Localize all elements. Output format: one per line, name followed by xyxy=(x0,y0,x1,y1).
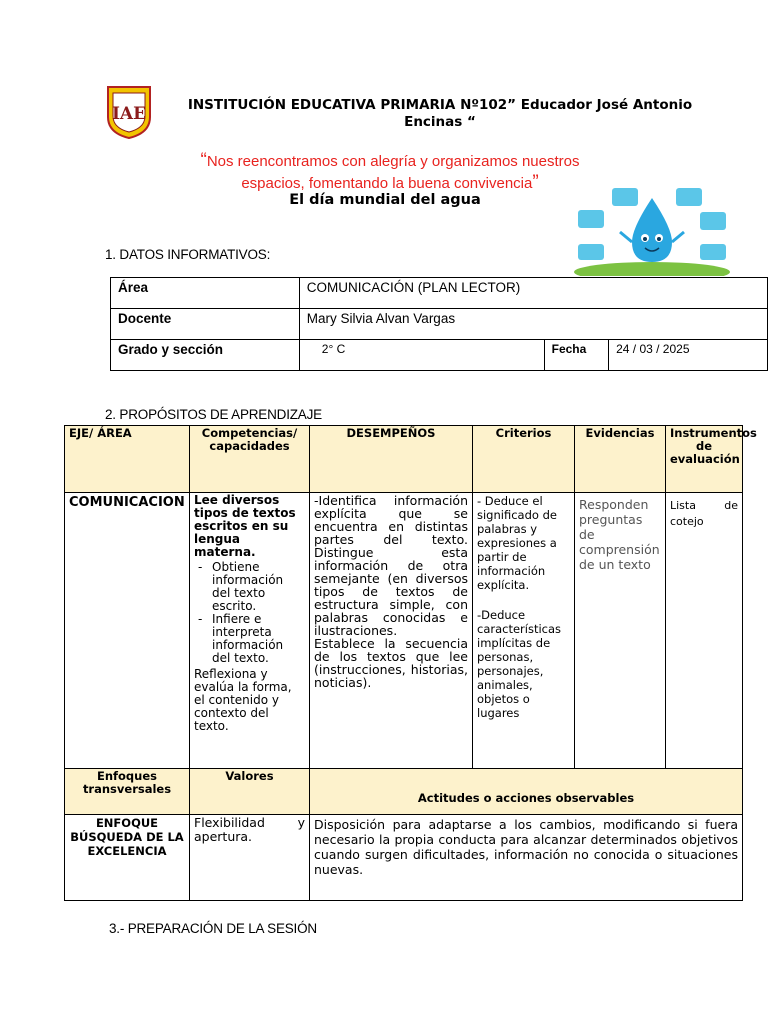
grado-label: Grado y sección xyxy=(111,340,300,371)
institution-title: INSTITUCIÓN EDUCATIVA PRIMARIA Nº102” Educador José Antonio Encinas “ xyxy=(187,97,693,130)
list-item: - Obtiene información del texto escrito. xyxy=(204,561,305,613)
header-criterios: Criterios xyxy=(473,426,575,493)
header-enfoques: Enfoques transversales xyxy=(65,769,190,815)
enfoque-cell: ENFOQUE BÚSQUEDA DE LA EXCELENCIA xyxy=(65,815,190,901)
day-title: El día mundial del agua xyxy=(289,192,481,208)
header-competencias: Competencias/ capacidades xyxy=(190,426,310,493)
criterio-2: -Deduce características implícitas de personas, personajes, animales, objetos o lugares xyxy=(477,608,562,720)
section-datos-informativos: 1. DATOS INFORMATIVOS: xyxy=(105,247,271,262)
slogan: “Nos reencontramos con alegría y organizamos nuestros espacios, fomentando la buena convivencia” xyxy=(200,150,580,193)
capacidades-list xyxy=(194,561,305,665)
section-preparacion: 3.- PREPARACIÓN DE LA SESIÓN xyxy=(109,921,317,936)
valor-cell: Flexibilidad y apertura. xyxy=(190,815,310,901)
header-evidencias: Evidencias xyxy=(575,426,666,493)
instrumentos-cell: Lista de cotejo xyxy=(666,493,743,769)
criterios-cell xyxy=(473,493,575,769)
desempeno-1: -Identifica información explícita que se encuentra en distintas partes del texto. Distingue esta información de otra semejante (en diversos tipos de textos de estructura simple, con palabras conocidas e ilustraciones. xyxy=(314,493,468,638)
criterio-1: - Deduce el significado de palabras y expresiones a partir de información explícita. xyxy=(477,494,557,592)
docente-label: Docente xyxy=(111,309,300,340)
grado-value: 2° C xyxy=(299,340,544,371)
area-cell: COMUNICACION xyxy=(65,493,190,769)
header-instrumentos: Instrumentos de evaluación xyxy=(666,426,743,493)
area-label: Área xyxy=(111,278,300,309)
competencias-cell xyxy=(190,493,310,769)
header-eje-area: EJE/ ÁREA xyxy=(65,426,190,493)
school-logo xyxy=(104,83,154,140)
water-drop-infographic xyxy=(572,180,732,276)
evidencias-cell: Responden preguntas de comprensión de un texto xyxy=(575,493,666,769)
header-actitudes: Actitudes o acciones observables xyxy=(310,769,743,815)
desempeno-2: Establece la secuencia de los textos que lee (instrucciones, historias, noticias). xyxy=(314,636,468,690)
area-value: COMUNICACIÓN (PLAN LECTOR) xyxy=(299,278,767,309)
capacidad-reflexiona: Reflexiona y evalúa la forma, el contenido y contexto del texto. xyxy=(194,667,292,733)
propositos-table xyxy=(64,425,757,901)
fecha-value: 24 / 03 / 2025 xyxy=(609,340,768,371)
section-propositos: 2. PROPÓSITOS DE APRENDIZAJE xyxy=(105,407,322,422)
docente-value: Mary Silvia Alvan Vargas xyxy=(299,309,767,340)
header-valores: Valores xyxy=(190,769,310,815)
datos-informativos-table xyxy=(110,277,768,371)
list-item: - Infiere e interpreta información del texto. xyxy=(204,613,305,665)
competencia-text: Lee diversos tipos de textos escritos en su lengua materna. xyxy=(194,493,296,559)
fecha-label: Fecha xyxy=(544,340,608,371)
svg-text:IAE: IAE xyxy=(111,104,147,124)
desempenos-cell xyxy=(310,493,473,769)
actitud-cell: Disposición para adaptarse a los cambios, modificando si fuera necesario la propia conducta para alcanzar determinados objetivos cuando surgen dificultades, información no conocida o situaciones nuevas. xyxy=(310,815,743,901)
header-desempenos: DESEMPEÑOS xyxy=(310,426,473,493)
